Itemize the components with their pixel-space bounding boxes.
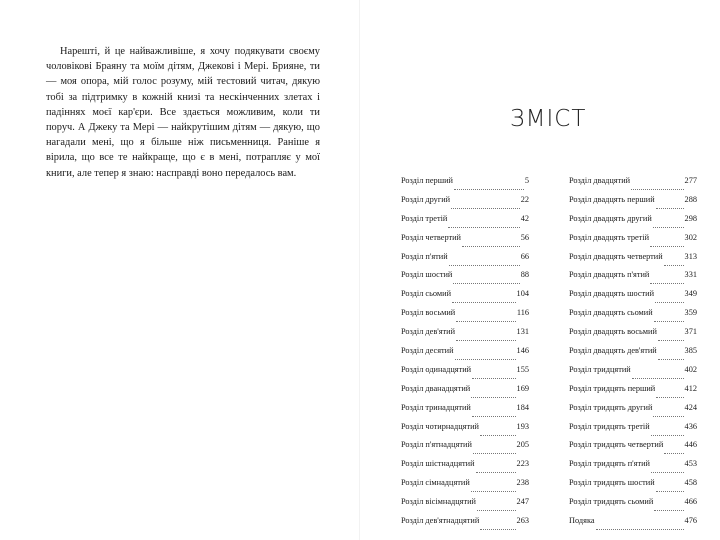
- toc-entry-page: 349: [684, 289, 697, 299]
- toc-leader-dots: [653, 221, 684, 228]
- right-page: [360, 0, 720, 540]
- toc-entry[interactable]: [569, 327, 697, 346]
- toc-entry-page: 453: [684, 459, 697, 469]
- toc-entry-label: Розділ двадцять четвертий: [569, 251, 663, 261]
- toc-entry-label: Розділ дванадцятий: [401, 383, 471, 393]
- toc-entry-page: 184: [516, 402, 529, 412]
- toc-entry-label: Розділ двадцятий: [569, 176, 631, 185]
- toc-entry-label: Розділ двадцять другий: [569, 213, 652, 223]
- toc-leader-dots: [454, 183, 524, 190]
- toc-entry-page: 238: [516, 478, 529, 488]
- toc-entry-page: 223: [516, 459, 529, 469]
- toc-leader-dots: [651, 429, 684, 436]
- toc-leader-dots: [472, 410, 516, 417]
- toc-leader-dots: [476, 466, 516, 473]
- toc-entry-page: 88: [520, 270, 529, 280]
- toc-entry[interactable]: [569, 459, 697, 478]
- toc-entry[interactable]: [569, 365, 697, 384]
- toc-entry-label: Розділ тридцять перший: [569, 383, 656, 393]
- toc-entry-page: 169: [516, 383, 529, 393]
- toc-entry-label: Розділ дев'ятнадцятий: [401, 516, 480, 526]
- toc-entry[interactable]: [569, 308, 697, 327]
- toc-entry[interactable]: [401, 422, 529, 441]
- toc-entry-label: Розділ двадцять шостий: [569, 289, 655, 299]
- toc-entry-label: Розділ тридцятий: [569, 364, 631, 374]
- toc-leader-dots: [655, 296, 684, 303]
- toc-entry-label: Розділ двадцять перший: [569, 194, 655, 204]
- toc-entry[interactable]: [569, 289, 697, 308]
- toc-entry[interactable]: [401, 233, 529, 252]
- toc-leader-dots: [462, 240, 520, 247]
- toc-leader-dots: [471, 485, 516, 492]
- toc-leader-dots: [452, 296, 516, 303]
- toc-leader-dots: [658, 353, 684, 360]
- toc-leader-dots: [449, 259, 520, 266]
- toc-leader-dots: [455, 353, 516, 360]
- toc-entry[interactable]: [401, 478, 529, 497]
- toc-entry[interactable]: [401, 308, 529, 327]
- toc-entry[interactable]: [401, 459, 529, 478]
- toc-leader-dots: [473, 447, 516, 454]
- toc-leader-dots: [664, 259, 684, 266]
- toc-entry-label: Розділ тридцять сьомий: [569, 497, 654, 507]
- toc-entry[interactable]: [401, 252, 529, 271]
- toc-entry-page: 155: [516, 364, 529, 374]
- toc-entry[interactable]: [401, 289, 529, 308]
- toc-entry-label: Розділ тридцять третій: [569, 421, 650, 431]
- toc-entry[interactable]: [401, 403, 529, 422]
- toc-entry-page: 385: [684, 346, 697, 356]
- toc-entry-page: 446: [684, 440, 697, 450]
- toc-leader-dots: [453, 277, 519, 284]
- toc-entry-page: 42: [520, 213, 529, 223]
- toc-entry-label: Розділ п'ятнадцятий: [401, 440, 472, 450]
- toc-entry[interactable]: [401, 440, 529, 459]
- toc-entry-page: 104: [516, 289, 529, 299]
- toc-entry[interactable]: [401, 516, 529, 535]
- toc-leader-dots: [650, 277, 683, 284]
- toc-entry-page: 371: [684, 327, 697, 337]
- toc-entry-label: Розділ шістнадцятий: [401, 459, 475, 469]
- toc-leader-dots: [654, 504, 683, 511]
- toc-leader-dots: [448, 221, 519, 228]
- toc-entry-label: Розділ четвертий: [401, 232, 462, 242]
- toc-entry[interactable]: [569, 195, 697, 214]
- toc-leader-dots: [456, 315, 516, 322]
- toc-entry[interactable]: [401, 346, 529, 365]
- toc-entry-label: Розділ сімнадцятий: [401, 478, 470, 488]
- toc-entry-label: Розділ двадцять п'ятий: [569, 270, 650, 280]
- toc-entry-page: 66: [520, 251, 529, 261]
- toc-leader-dots: [632, 372, 684, 379]
- toc-leader-dots: [596, 523, 684, 530]
- toc-entry[interactable]: [401, 176, 529, 195]
- toc-leader-dots: [650, 240, 684, 247]
- toc-leader-dots: [480, 429, 516, 436]
- toc-entry-page: 476: [684, 516, 697, 526]
- toc-entry-page: 116: [516, 308, 529, 318]
- toc-entry[interactable]: [569, 384, 697, 403]
- toc-entry[interactable]: [569, 233, 697, 252]
- toc-column-2: [569, 176, 697, 535]
- toc-entry-page: 247: [516, 497, 529, 507]
- toc-entry-label: Розділ тридцять шостий: [569, 478, 655, 488]
- toc-entry-page: 412: [684, 383, 697, 393]
- toc-entry-page: 466: [684, 497, 697, 507]
- toc-entry[interactable]: [569, 252, 697, 271]
- toc-entry-label: Розділ тридцять четвертий: [569, 440, 664, 450]
- toc-entry-page: 313: [684, 251, 697, 261]
- toc-entry-label: Розділ п'ятий: [401, 251, 448, 261]
- toc-entry-page: 288: [684, 194, 697, 204]
- toc-entry[interactable]: [569, 422, 697, 441]
- toc-entry-label: Розділ восьмий: [401, 308, 456, 318]
- toc-leader-dots: [456, 334, 515, 341]
- toc-entry-page: 56: [520, 232, 529, 242]
- toc-entry-label: Подяка: [569, 516, 595, 526]
- toc-entry-label: Розділ шостий: [401, 270, 453, 280]
- toc-leader-dots: [656, 485, 684, 492]
- toc-leader-dots: [472, 372, 515, 379]
- toc-entry[interactable]: [401, 497, 529, 516]
- toc-entry-label: Розділ третій: [401, 213, 448, 223]
- toc-entry-label: Розділ двадцять восьмий: [569, 327, 657, 337]
- toc-entry-label: Розділ перший: [401, 176, 453, 185]
- toc-entry-label: Розділ двадцять дев'ятий: [569, 346, 657, 356]
- toc-entry-page: 263: [516, 516, 529, 526]
- toc-column-1: [401, 176, 529, 535]
- toc-entry-page: 402: [684, 364, 697, 374]
- toc-leader-dots: [451, 202, 520, 209]
- toc-leader-dots: [480, 523, 515, 530]
- toc-entry-label: Розділ двадцять сьомий: [569, 308, 653, 318]
- toc-entry-label: Розділ тринадцятий: [401, 402, 471, 412]
- toc-entry-label: Розділ дев'ятий: [401, 327, 456, 337]
- toc-entry-page: 193: [516, 421, 529, 431]
- toc-entry-page: 131: [516, 327, 529, 337]
- toc-entry-page: 331: [684, 270, 697, 280]
- toc-entry[interactable]: [401, 365, 529, 384]
- toc-entry-label: Розділ двадцять третій: [569, 232, 650, 242]
- toc-entry[interactable]: [401, 214, 529, 233]
- toc-leader-dots: [651, 466, 684, 473]
- toc-entry[interactable]: [401, 270, 529, 289]
- toc-entry-page: 436: [684, 421, 697, 431]
- toc-leader-dots: [631, 183, 683, 190]
- toc-entry[interactable]: [569, 214, 697, 233]
- toc-entry[interactable]: [569, 346, 697, 365]
- toc-entry[interactable]: [401, 327, 529, 346]
- toc-entry[interactable]: [401, 195, 529, 214]
- toc-entry-label: Розділ вісімнадцятий: [401, 497, 476, 507]
- toc-entry[interactable]: [569, 176, 697, 195]
- toc-entry-page: 22: [520, 194, 529, 204]
- toc-entry[interactable]: [569, 497, 697, 516]
- toc-entry-label: Розділ чотирнадцятий: [401, 421, 479, 431]
- toc-entry-label: Розділ другий: [401, 194, 451, 204]
- toc-leader-dots: [658, 334, 684, 341]
- toc-leader-dots: [664, 447, 683, 454]
- acknowledgement-paragraph: Нарешті, й це найважливіше, я хочу подякувати своєму чоловікові Браяну та моїм дітям, Джекові і Мері. Брияне, ти — моя опора, мій голос розуму, мій тестовий читач, дякую тобі за підтримку в кожній книзі та нескінченних злетах і падіннях моєї кар'єри. Все здається можливим, коли ти поруч. А Джеку та Мері — найкрутішим дітям — дякую, що нагадали мені, що я більше ніж письменниця. Раніше я вірила, що все те найкраще, що є в мені, потрапляє у мої книги, але тепер я знаю: насправді воно передалось вам.: [46, 46, 320, 179]
- toc-entry[interactable]: [569, 270, 697, 289]
- toc-entry[interactable]: [569, 403, 697, 422]
- toc-entry-page: 277: [684, 176, 697, 185]
- toc-leader-dots: [653, 410, 683, 417]
- toc-entry-page: 146: [516, 346, 529, 356]
- toc-entry-page: 5: [524, 176, 529, 185]
- toc-entry[interactable]: [569, 440, 697, 459]
- toc-leader-dots: [654, 315, 684, 322]
- toc-leader-dots: [471, 391, 515, 398]
- toc-entry-label: Розділ десятий: [401, 346, 454, 356]
- toc-entry[interactable]: [569, 516, 697, 535]
- toc-title: ЗМІСТ: [510, 106, 587, 132]
- toc-entry-label: Розділ тридцять другий: [569, 402, 653, 412]
- toc-leader-dots: [656, 202, 684, 209]
- toc-entry[interactable]: [401, 384, 529, 403]
- toc-entry-page: 302: [684, 232, 697, 242]
- toc-entry-label: Розділ тридцять п'ятий: [569, 459, 650, 469]
- toc-entry[interactable]: [569, 478, 697, 497]
- toc-leader-dots: [656, 391, 683, 398]
- toc-entry-page: 359: [684, 308, 697, 318]
- toc-entry-page: 458: [684, 478, 697, 488]
- toc-entry-page: 424: [684, 402, 697, 412]
- toc-entry-page: 205: [516, 440, 529, 450]
- toc-entry-label: Розділ одинадцятий: [401, 364, 472, 374]
- toc-entry-label: Розділ сьомий: [401, 289, 452, 299]
- toc-leader-dots: [477, 504, 516, 511]
- toc-entry-page: 298: [684, 213, 697, 223]
